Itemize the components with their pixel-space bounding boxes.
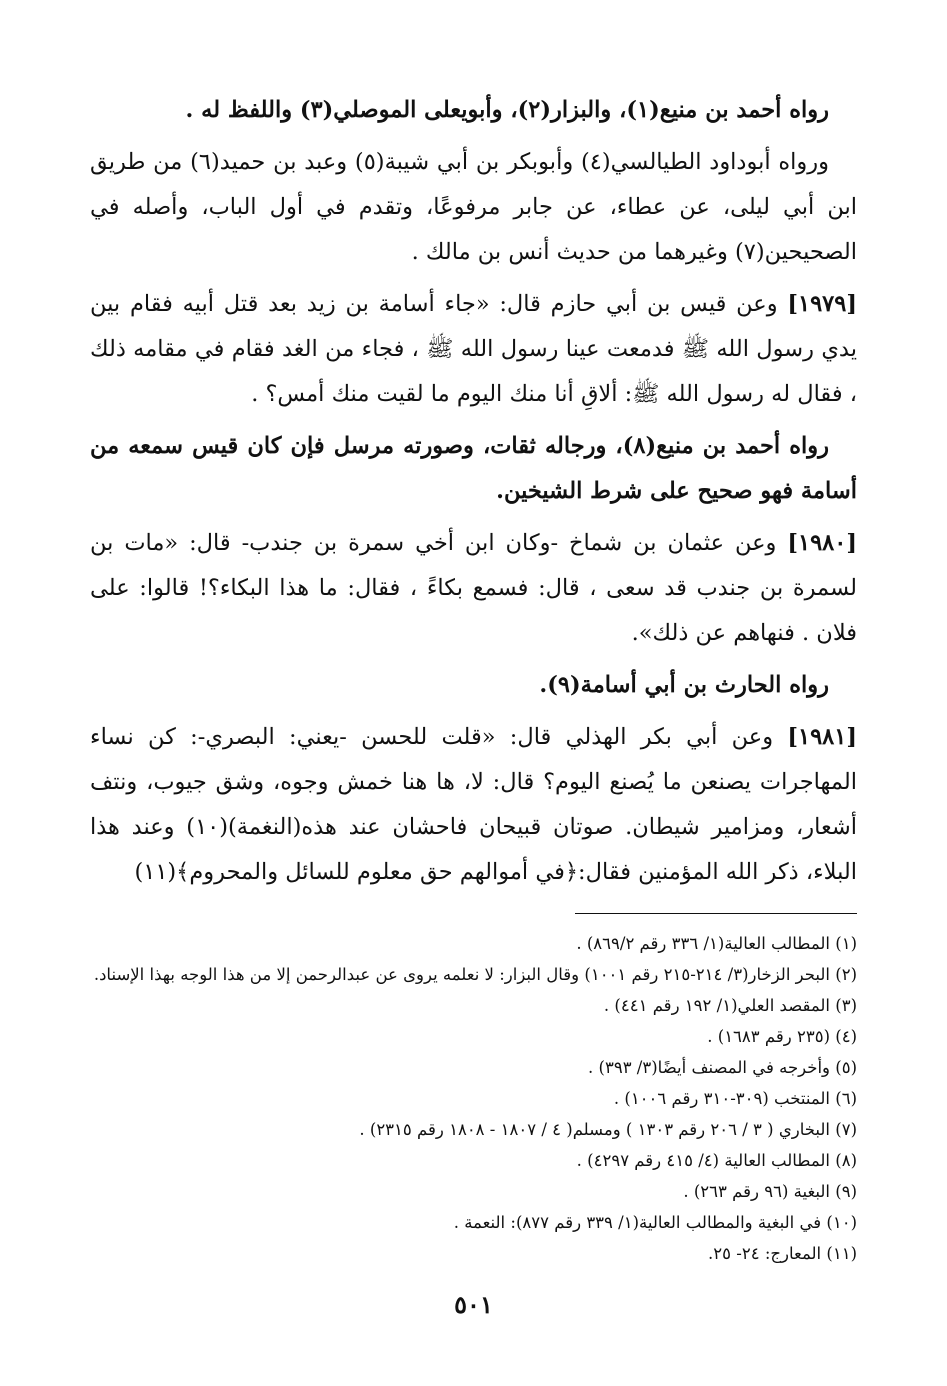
paragraph bbox=[90, 424, 857, 514]
footnote: (١١) المعارج: ٢٤- ٢٥. bbox=[708, 1244, 857, 1263]
footnote: (٢) البحر الزخار(٣/ ٢١٤-٢١٥ رقم ١٠٠١) وقال البزار: لا نعلمه يروى عن عبدالرحمن إلا من هذا الوجه بهذا الإسناد. bbox=[93, 965, 857, 984]
footnote: (٧) البخاري ( ٣ / ٢٠٦ رقم ١٣٠٣ ) ومسلم( ٤ / ١٨٠٧ - ١٨٠٨ رقم ٢٣١٥) . bbox=[359, 1120, 857, 1139]
footnote: (٤) (٢٣٥ رقم ١٦٨٣) . bbox=[707, 1027, 857, 1046]
page-number: ٥٠١ bbox=[454, 1290, 493, 1319]
footnotes bbox=[90, 928, 857, 1269]
paragraph bbox=[90, 663, 857, 708]
footnote: (٨) المطالب العالية (٤/ ٤١٥ رقم ٤٢٩٧) . bbox=[576, 1151, 857, 1170]
footnote: (٦) المنتخب (٣٠٩-٣١٠ رقم ١٠٠٦) . bbox=[613, 1089, 857, 1108]
hadith-number: [١٩٨١] bbox=[787, 724, 857, 750]
footnote: (٥) وأخرجه في المصنف أيضًا(٣/ ٣٩٣) . bbox=[588, 1058, 857, 1077]
hadith-number: [١٩٧٩] bbox=[787, 291, 857, 317]
footnote: (١) المطالب العالية(١/ ٣٣٦ رقم ٨٦٩/٢) . bbox=[576, 934, 857, 953]
paragraph bbox=[90, 140, 857, 275]
hadith-number: [١٩٨٠] bbox=[787, 530, 857, 556]
body-text bbox=[90, 88, 857, 895]
paragraph-text: وعن قيس بن أبي حازم قال: «جاء أسامة بن زيد بعد قتل أبيه فقام بين يدي رسول الله ﷺ فدمعت عينا رسول الله ﷺ ، فجاء من الغد فقام في مقامه ذلك ، فقال له رسول الله ﷺ: ألاقِ أنا منك اليوم ما لقيت منك أمس؟ . bbox=[90, 291, 857, 407]
paragraph-text: وعن أبي بكر الهذلي قال: «قلت للحسن -يعني: البصري-: كن نساء المهاجرات يصنعن ما يُصنع اليوم؟ قال: لا، ها هنا خمش وجوه، وشق جيوب، ونتف أشعار، ومزامير شيطان. صوتان قبيحان فاحشان عند هذه(النغمة)(١٠) وعند هذا البلاء، ذكر الله المؤمنين فقال:﴿في أموالهم حق معلوم للسائل والمحروم﴾(١١) bbox=[90, 724, 857, 885]
paragraph bbox=[90, 521, 857, 656]
paragraph bbox=[90, 715, 857, 895]
paragraph-text: وعن عثمان بن شماخ -وكان ابن أخي سمرة بن جندب- قال: «مات بن لسمرة بن جندب قد سعى ، قال: فسمع بكاءً ، فقال: ما هذا البكاء؟! قالوا: على فلان . فنهاهم عن ذلك». bbox=[90, 530, 857, 646]
paragraph-text: رواه أحمد بن منيع(١)، والبزار(٢)، وأبويعلى الموصلي(٣) واللفظ له . bbox=[185, 97, 829, 123]
paragraph bbox=[90, 88, 857, 133]
footnote: (٣) المقصد العلي(١/ ١٩٢ رقم ٤٤١) . bbox=[603, 996, 857, 1015]
paragraph-text: رواه أحمد بن منيع(٨)، ورجاله ثقات، وصورته مرسل فإن كان قيس سمعه من أسامة فهو صحيح على شرط الشيخين. bbox=[90, 433, 857, 504]
footnote: (١٠) في البغية والمطالب العالية(١/ ٣٣٩ رقم ٨٧٧): النعمة . bbox=[453, 1213, 857, 1232]
footnote: (٩) البغية (٩٦ رقم ٢٦٣) . bbox=[683, 1182, 857, 1201]
paragraph-text: رواه الحارث بن أبي أسامة(٩). bbox=[539, 672, 829, 698]
footnote-divider bbox=[575, 913, 857, 914]
paragraph bbox=[90, 282, 857, 417]
paragraph-text: ورواه أبوداود الطيالسي(٤) وأبوبكر بن أبي شيبة(٥) وعبد بن حميد(٦) من طريق ابن أبي ليلى، عن عطاء، عن جابر مرفوعًا، وتقدم في أول الباب، وأصله في الصحيحين(٧) وغيرهما من حديث أنس بن مالك . bbox=[90, 149, 857, 265]
